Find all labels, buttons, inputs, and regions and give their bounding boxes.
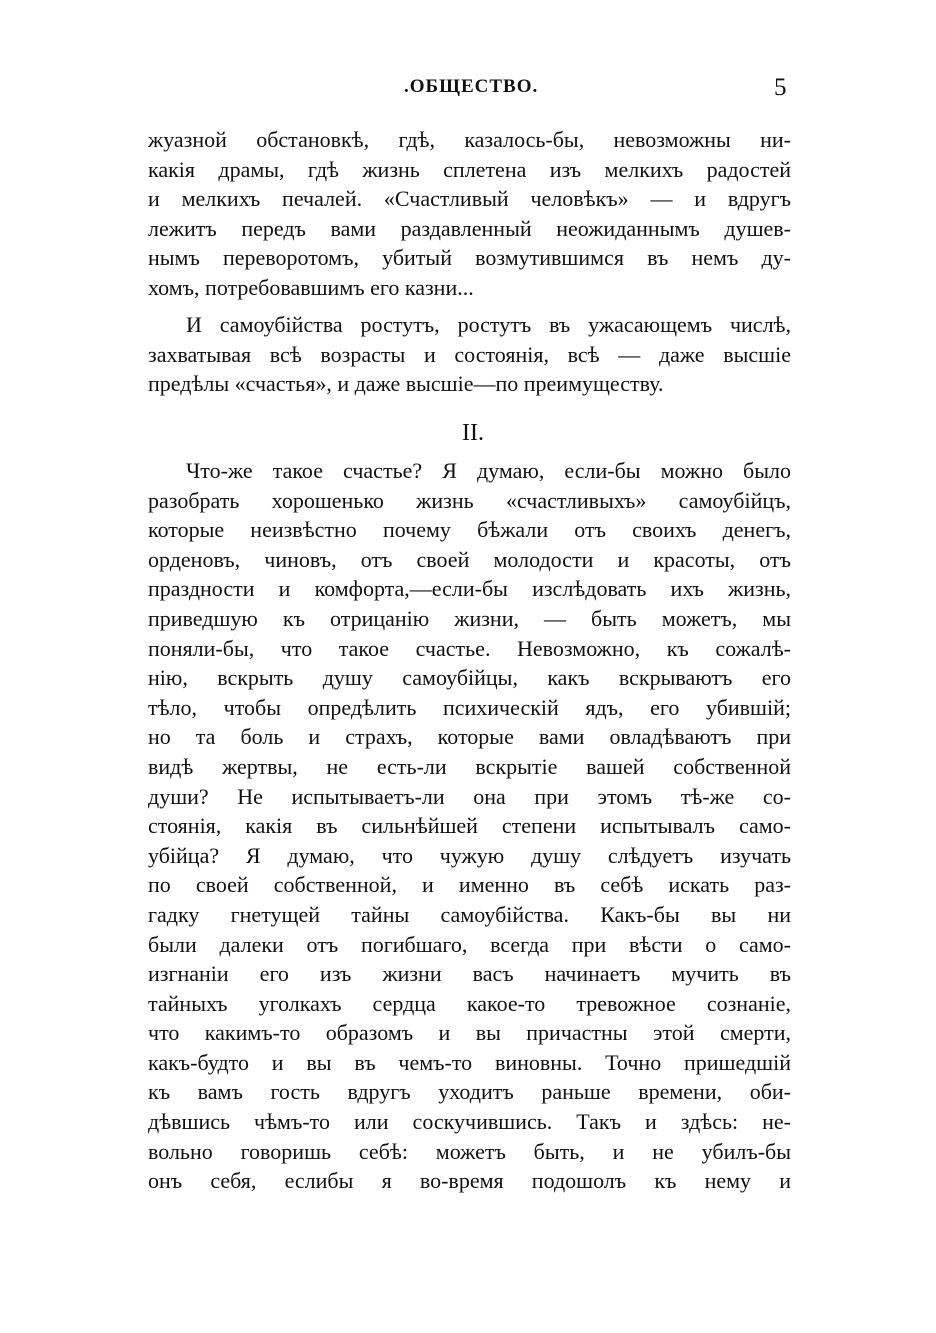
text-line: души? Не испытываетъ-ли она при этомъ тѣ-же со- [148, 783, 791, 809]
text-line: Что-же такое счастье? Я думаю, если-бы можно было [186, 458, 791, 483]
paragraph-continued [148, 125, 791, 303]
text-line: вольно говоришь себѣ: можетъ быть, и не убилъ-бы [148, 1138, 791, 1164]
text-line: убійца? Я думаю, что чужую душу слѣдуетъ изучать [148, 842, 791, 868]
text-line: хомъ, потребовавшимъ его казни... [148, 274, 474, 300]
running-head-title: .ОБЩЕСТВО. [404, 76, 539, 97]
text-line: захватывая всѣ возрасты и состоянія, всѣ — даже высшіе [148, 341, 791, 367]
text-line: праздности и комфорта,—если-бы изслѣдовать ихъ жизнь, [148, 576, 791, 602]
paragraph-suicides [148, 310, 791, 399]
text-line: какія драмы, гдѣ жизнь сплетена изъ мелкихъ радостей [148, 156, 791, 182]
text-line: изгнаніи его изъ жизни васъ начинаетъ мучить въ [148, 961, 791, 987]
text-line: предѣлы «счастья», и даже высшіе—по преимуществу. [148, 371, 664, 397]
text-line: приведшую къ отрицанію жизни, — быть можетъ, мы [148, 605, 791, 631]
text-line: гадку гнетущей тайны самоубійства. Какъ-бы вы ни [148, 901, 791, 927]
text-line: нію, вскрыть душу самоубійцы, какъ вскрываютъ его [148, 665, 791, 691]
page-number: 5 [774, 74, 787, 101]
text-line: тайныхъ уголкахъ сердца какое-то тревожное сознаніе, [148, 990, 791, 1016]
text-line: стоянія, какія въ сильнѣйшей степени испытывалъ само- [148, 813, 791, 839]
text-line: онъ себя, еслибы я во-время подошолъ къ нему и [148, 1168, 791, 1194]
text-line: что какимъ-то образомъ и вы причастны этой смерти, [148, 1020, 791, 1046]
text-line: но та боль и страхъ, которые вами овладѣваютъ при [148, 724, 791, 750]
running-head [0, 76, 936, 102]
text-line: по своей собственной, и именно въ себѣ искать раз- [148, 872, 791, 898]
text-line: дѣвшись чѣмъ-то или соскучившись. Такъ и здѣсь: не- [148, 1109, 791, 1135]
text-line: видѣ жертвы, не есть-ли вскрытіе вашей собственной [148, 753, 791, 779]
text-line: къ вамъ гость вдругъ уходитъ раньше времени, оби- [148, 1079, 791, 1105]
text-line: были далеки отъ погибшаго, всегда при вѣсти о само- [148, 931, 791, 957]
text-line: И самоубійства ростутъ, ростутъ въ ужасающемъ числѣ, [186, 312, 791, 337]
text-line: лежитъ передъ вами раздавленный неожиданнымъ душев- [148, 215, 791, 241]
paragraph-happiness [148, 456, 791, 1196]
text-line: жуазной обстановкѣ, гдѣ, казалось-бы, невозможны ни- [148, 127, 791, 152]
text-line: какъ-будто и вы въ чемъ-то виновны. Точно пришедшій [148, 1049, 791, 1075]
text-line: орденовъ, чиновъ, отъ своей молодости и красоты, отъ [148, 546, 791, 572]
text-line: разобрать хорошенько жизнь «счастливыхъ» самоубійцъ, [148, 487, 791, 513]
text-line: которые неизвѣстно почему бѣжали отъ своихъ денегъ, [148, 517, 791, 543]
text-line: и мелкихъ печалей. «Счастливый человѣкъ» — и вдругъ [148, 186, 791, 212]
text-line: нымъ переворотомъ, убитый возмутившимся въ немъ ду- [148, 245, 791, 271]
text-line: тѣло, чтобы опредѣлить психическій ядъ, его убившій; [148, 694, 791, 720]
text-line: поняли-бы, что такое счастье. Невозможно, къ сожалѣ- [148, 635, 791, 661]
section-heading: II. [462, 420, 484, 446]
